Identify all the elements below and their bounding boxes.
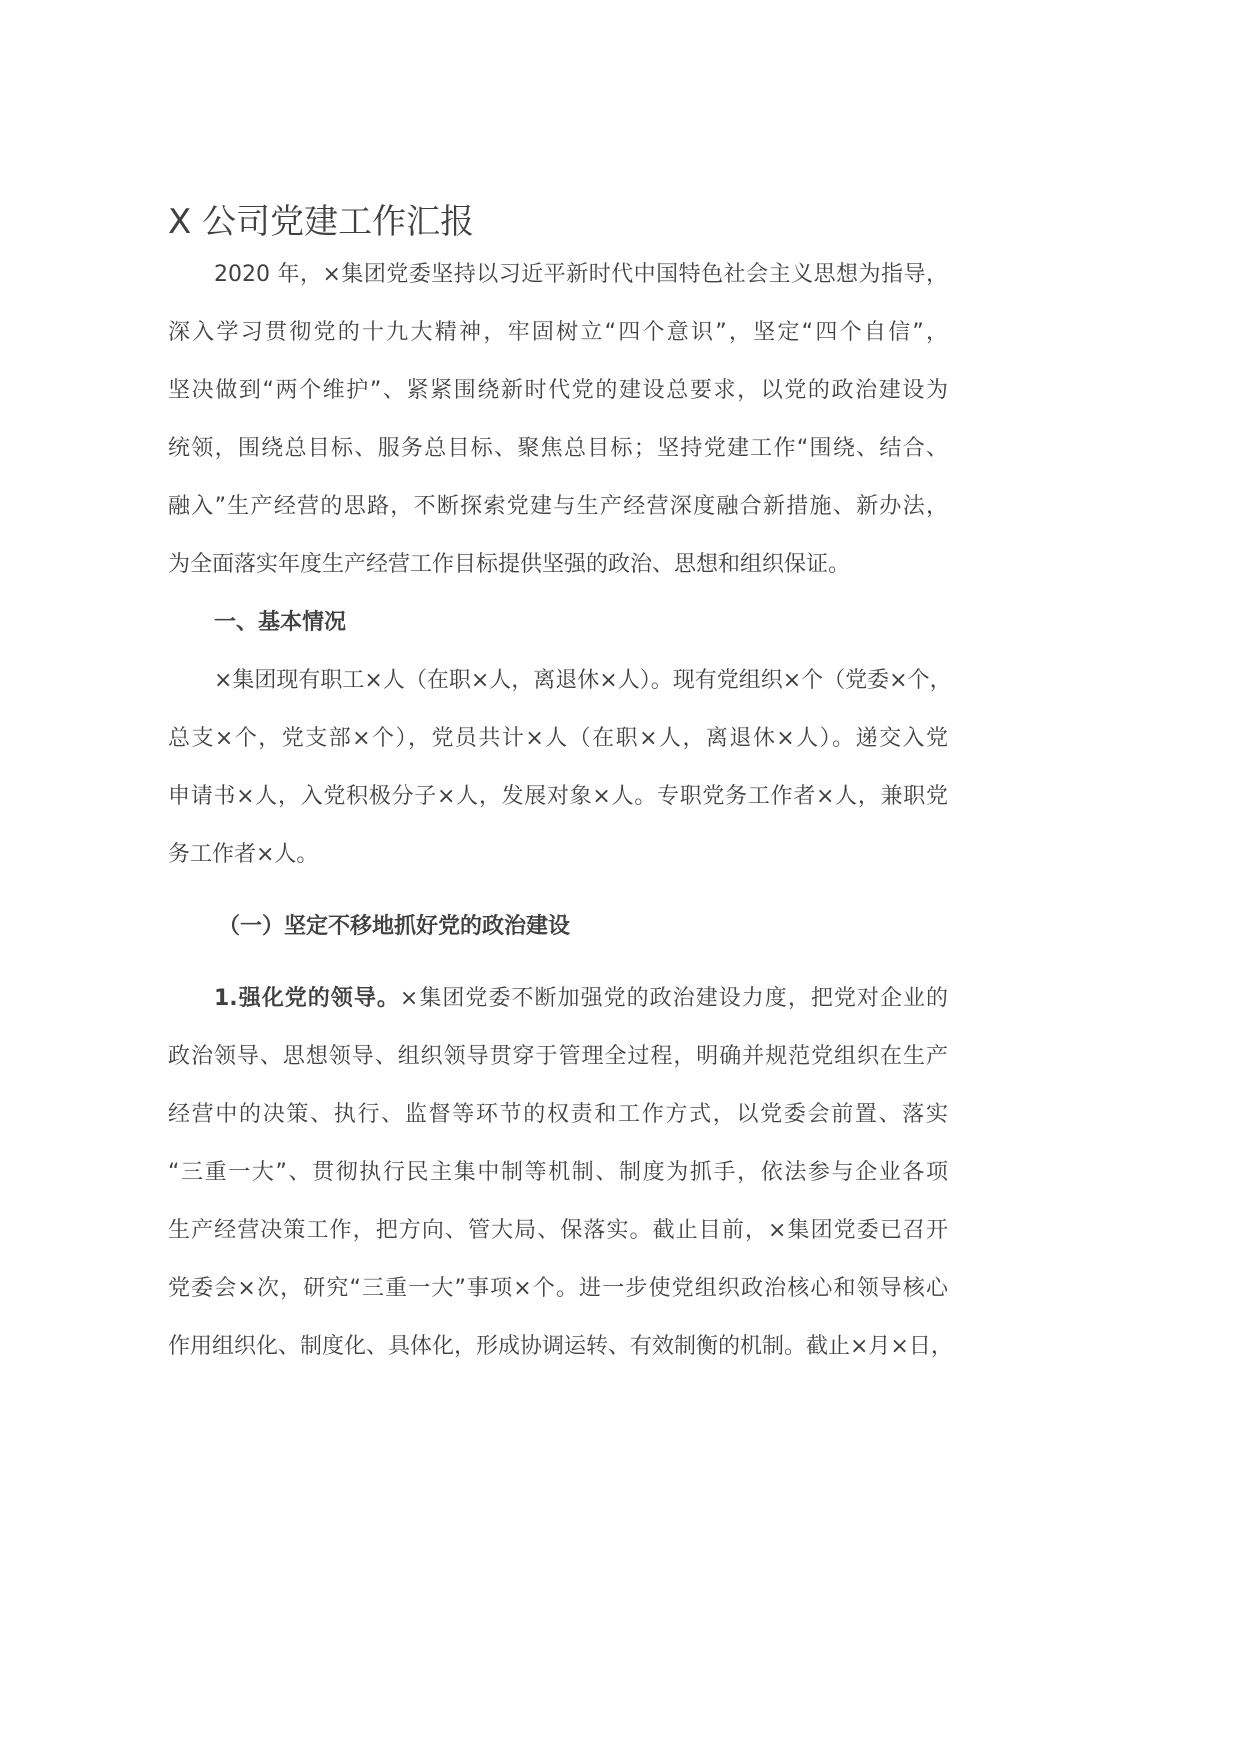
basic-info-line-4: 务工作者×人。	[168, 842, 319, 867]
basic-info-line-2: 总支×个，党支部×个），党员共计×人（在职×人，离退休×人）。递交入党	[168, 726, 948, 751]
item-1-line-1	[214, 984, 948, 1014]
section-heading-basic-info: 一、基本情况	[214, 610, 347, 635]
item-1-line-6: 党委会×次，研究“三重一大”事项×个。进一步使党组织政治核心和领导核心	[168, 1276, 948, 1301]
item-1-line-3: 经营中的决策、执行、监督等环节的权责和工作方式，以党委会前置、落实	[168, 1102, 948, 1127]
item-1-line-7: 作用组织化、制度化、具体化，形成协调运转、有效制衡的机制。截止×月×日，	[168, 1334, 953, 1359]
basic-info-line-1: ×集团现有职工×人（在职×人，离退休×人）。现有党组织×个（党委×个，	[214, 668, 952, 693]
intro-line-1: 2020 年，×集团党委坚持以习近平新时代中国特色社会主义思想为指导，	[214, 262, 948, 287]
item-1-first-line-text: ×集团党委不断加强党的政治建设力度，把党对企业的	[399, 986, 949, 1011]
item-1-line-2: 政治领导、思想领导、组织领导贯穿于管理全过程，明确并规范党组织在生产	[168, 1044, 948, 1069]
basic-info-line-3: 申请书×人，入党积极分子×人，发展对象×人。专职党务工作者×人，兼职党	[168, 784, 948, 809]
intro-line-2: 深入学习贯彻党的十九大精神，牢固树立“四个意识”，坚定“四个自信”，	[168, 320, 948, 345]
intro-line-6: 为全面落实年度生产经营工作目标提供坚强的政治、思想和组织保证。	[168, 552, 851, 577]
document-title: X 公司党建工作汇报	[168, 202, 475, 242]
intro-line-4: 统领，围绕总目标、服务总目标、聚焦总目标；坚持党建工作“围绕、结合、	[168, 436, 948, 461]
subsection-heading-political-building: （一）坚定不移地抓好党的政治建设	[218, 914, 571, 939]
item-1-line-4: “三重一大”、贯彻执行民主集中制等机制、制度为抓手，依法参与企业各项	[168, 1160, 948, 1185]
item-1-lead: 1.强化党的领导。	[214, 986, 400, 1011]
item-1-line-5: 生产经营决策工作，把方向、管大局、保落实。截止目前，×集团党委已召开	[168, 1218, 948, 1243]
intro-line-3: 坚决做到“两个维护”、紧紧围绕新时代党的建设总要求，以党的政治建设为	[168, 378, 948, 403]
intro-line-5: 融入”生产经营的思路，不断探索党建与生产经营深度融合新措施、新办法，	[168, 494, 948, 519]
